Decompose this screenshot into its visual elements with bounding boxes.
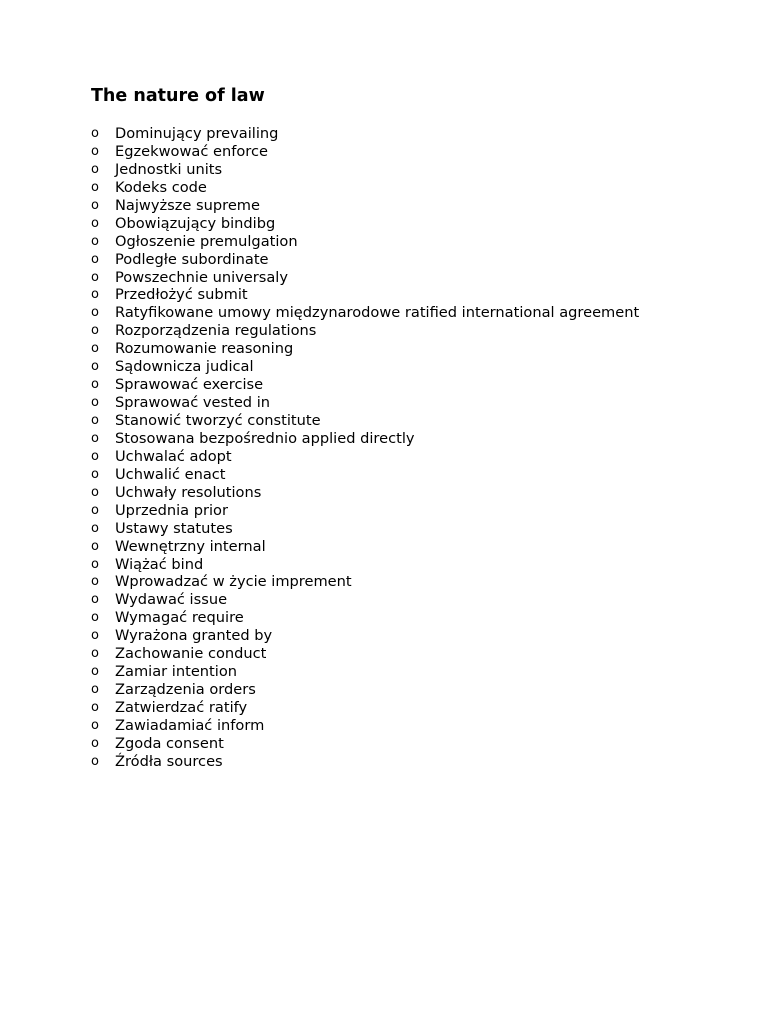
term-text: Zamiar intention — [115, 663, 238, 681]
list-item — [91, 161, 639, 179]
bullet-icon: o — [91, 538, 99, 554]
bullet-icon: o — [91, 646, 99, 662]
bullet-icon: o — [91, 682, 99, 698]
term-text: Uchwalić enact — [115, 465, 226, 483]
list-item — [91, 286, 639, 304]
term-text: Ustawy statutes — [115, 519, 233, 537]
list-item — [91, 538, 639, 556]
list-item — [91, 304, 639, 322]
bullet-icon: o — [91, 413, 99, 428]
bullet-icon: o — [91, 395, 99, 411]
term-text: Uchwały resolutions — [115, 483, 262, 501]
bullet-icon: o — [91, 161, 99, 177]
list-item — [91, 269, 639, 287]
list-item — [91, 322, 639, 340]
list-item — [91, 340, 639, 358]
bullet-icon: o — [91, 251, 99, 267]
term-text: Zachowanie conduct — [115, 645, 267, 663]
bullet-icon: o — [91, 717, 99, 733]
term-text: Sprawować exercise — [115, 376, 264, 394]
bullet-icon: o — [91, 126, 99, 141]
term-text: Źródła sources — [115, 752, 223, 770]
list-item — [91, 125, 639, 143]
list-item — [91, 430, 639, 448]
term-text: Sprawować vested in — [115, 394, 271, 412]
bullet-icon: o — [91, 753, 99, 769]
bullet-icon: o — [91, 179, 99, 195]
bullet-icon: o — [91, 502, 99, 518]
bullet-icon: o — [91, 520, 99, 536]
term-text: Dominujący prevailing — [115, 125, 279, 142]
term-text: Wiążać bind — [115, 555, 204, 573]
bullet-icon: o — [91, 233, 99, 249]
bullet-icon: o — [91, 341, 99, 357]
term-text: Uchwalać adopt — [115, 447, 232, 465]
list-item — [91, 215, 639, 233]
list-item — [91, 717, 639, 735]
bullet-icon: o — [91, 269, 99, 285]
term-text: Rozumowanie reasoning — [115, 340, 294, 358]
list-item — [91, 681, 639, 699]
page-title: The nature of law — [91, 86, 265, 106]
term-text: Ogłoszenie premulgation — [115, 232, 298, 250]
bullet-icon: o — [91, 430, 99, 446]
term-text: Ratyfikowane umowy międzynarodowe ratified international agreement — [115, 304, 640, 322]
bullet-icon: o — [91, 484, 99, 500]
bullet-icon: o — [91, 287, 99, 303]
list-item — [91, 251, 639, 269]
list-item — [91, 484, 639, 502]
list-item — [91, 735, 639, 753]
list-item — [91, 645, 639, 663]
list-item — [91, 591, 639, 609]
bullet-icon: o — [91, 143, 99, 159]
term-text: Wydawać issue — [115, 591, 228, 609]
list-item — [91, 448, 639, 466]
term-text: Najwyższe supreme — [115, 196, 260, 214]
list-item — [91, 179, 639, 197]
list-item — [91, 699, 639, 717]
list-item — [91, 556, 639, 574]
list-item — [91, 609, 639, 627]
term-text: Jednostki units — [115, 160, 223, 178]
list-item — [91, 197, 639, 215]
list-item — [91, 573, 639, 591]
term-text: Wewnętrzny internal — [115, 537, 266, 555]
list-item — [91, 466, 639, 484]
term-text: Uprzednia prior — [115, 501, 228, 519]
term-text: Kodeks code — [115, 178, 207, 196]
list-item — [91, 376, 639, 394]
bullet-icon: o — [91, 610, 99, 626]
bullet-icon: o — [91, 628, 99, 644]
term-text: Egzekwować enforce — [115, 142, 268, 160]
term-text: Podległe subordinate — [115, 250, 269, 268]
bullet-icon: o — [91, 305, 99, 321]
bullet-icon: o — [91, 466, 99, 482]
list-item — [91, 663, 639, 681]
vocabulary-list — [91, 125, 639, 771]
bullet-icon: o — [91, 700, 99, 715]
term-text: Rozporządzenia regulations — [115, 322, 317, 340]
bullet-icon: o — [91, 323, 99, 339]
bullet-icon: o — [91, 556, 99, 572]
list-item — [91, 233, 639, 251]
list-item — [91, 358, 639, 376]
bullet-icon: o — [91, 448, 99, 464]
bullet-icon: o — [91, 377, 99, 393]
list-item — [91, 753, 639, 771]
list-item — [91, 502, 639, 520]
term-text: Stanowić tworzyć constitute — [115, 412, 321, 429]
list-item — [91, 394, 639, 412]
bullet-icon: o — [91, 574, 99, 590]
term-text: Stosowana bezpośrednio applied directly — [115, 429, 415, 447]
term-text: Powszechnie universaly — [115, 268, 288, 286]
term-text: Zgoda consent — [115, 734, 224, 752]
term-text: Wyrażona granted by — [115, 627, 273, 645]
bullet-icon: o — [91, 735, 99, 751]
bullet-icon: o — [91, 215, 99, 231]
list-item — [91, 412, 639, 430]
list-item — [91, 143, 639, 161]
term-text: Zarządzenia orders — [115, 681, 256, 699]
list-item — [91, 627, 639, 645]
term-text: Zatwierdzać ratify — [115, 699, 248, 716]
term-text: Wprowadzać w życie imprement — [115, 573, 352, 591]
term-text: Wymagać require — [115, 609, 244, 627]
bullet-icon: o — [91, 359, 99, 375]
bullet-icon: o — [91, 592, 99, 608]
bullet-icon: o — [91, 197, 99, 213]
term-text: Przedłożyć submit — [115, 286, 248, 304]
term-text: Sądownicza judical — [115, 358, 254, 376]
term-text: Obowiązujący bindibg — [115, 214, 276, 232]
bullet-icon: o — [91, 664, 99, 680]
list-item — [91, 520, 639, 538]
term-text: Zawiadamiać inform — [115, 716, 265, 734]
